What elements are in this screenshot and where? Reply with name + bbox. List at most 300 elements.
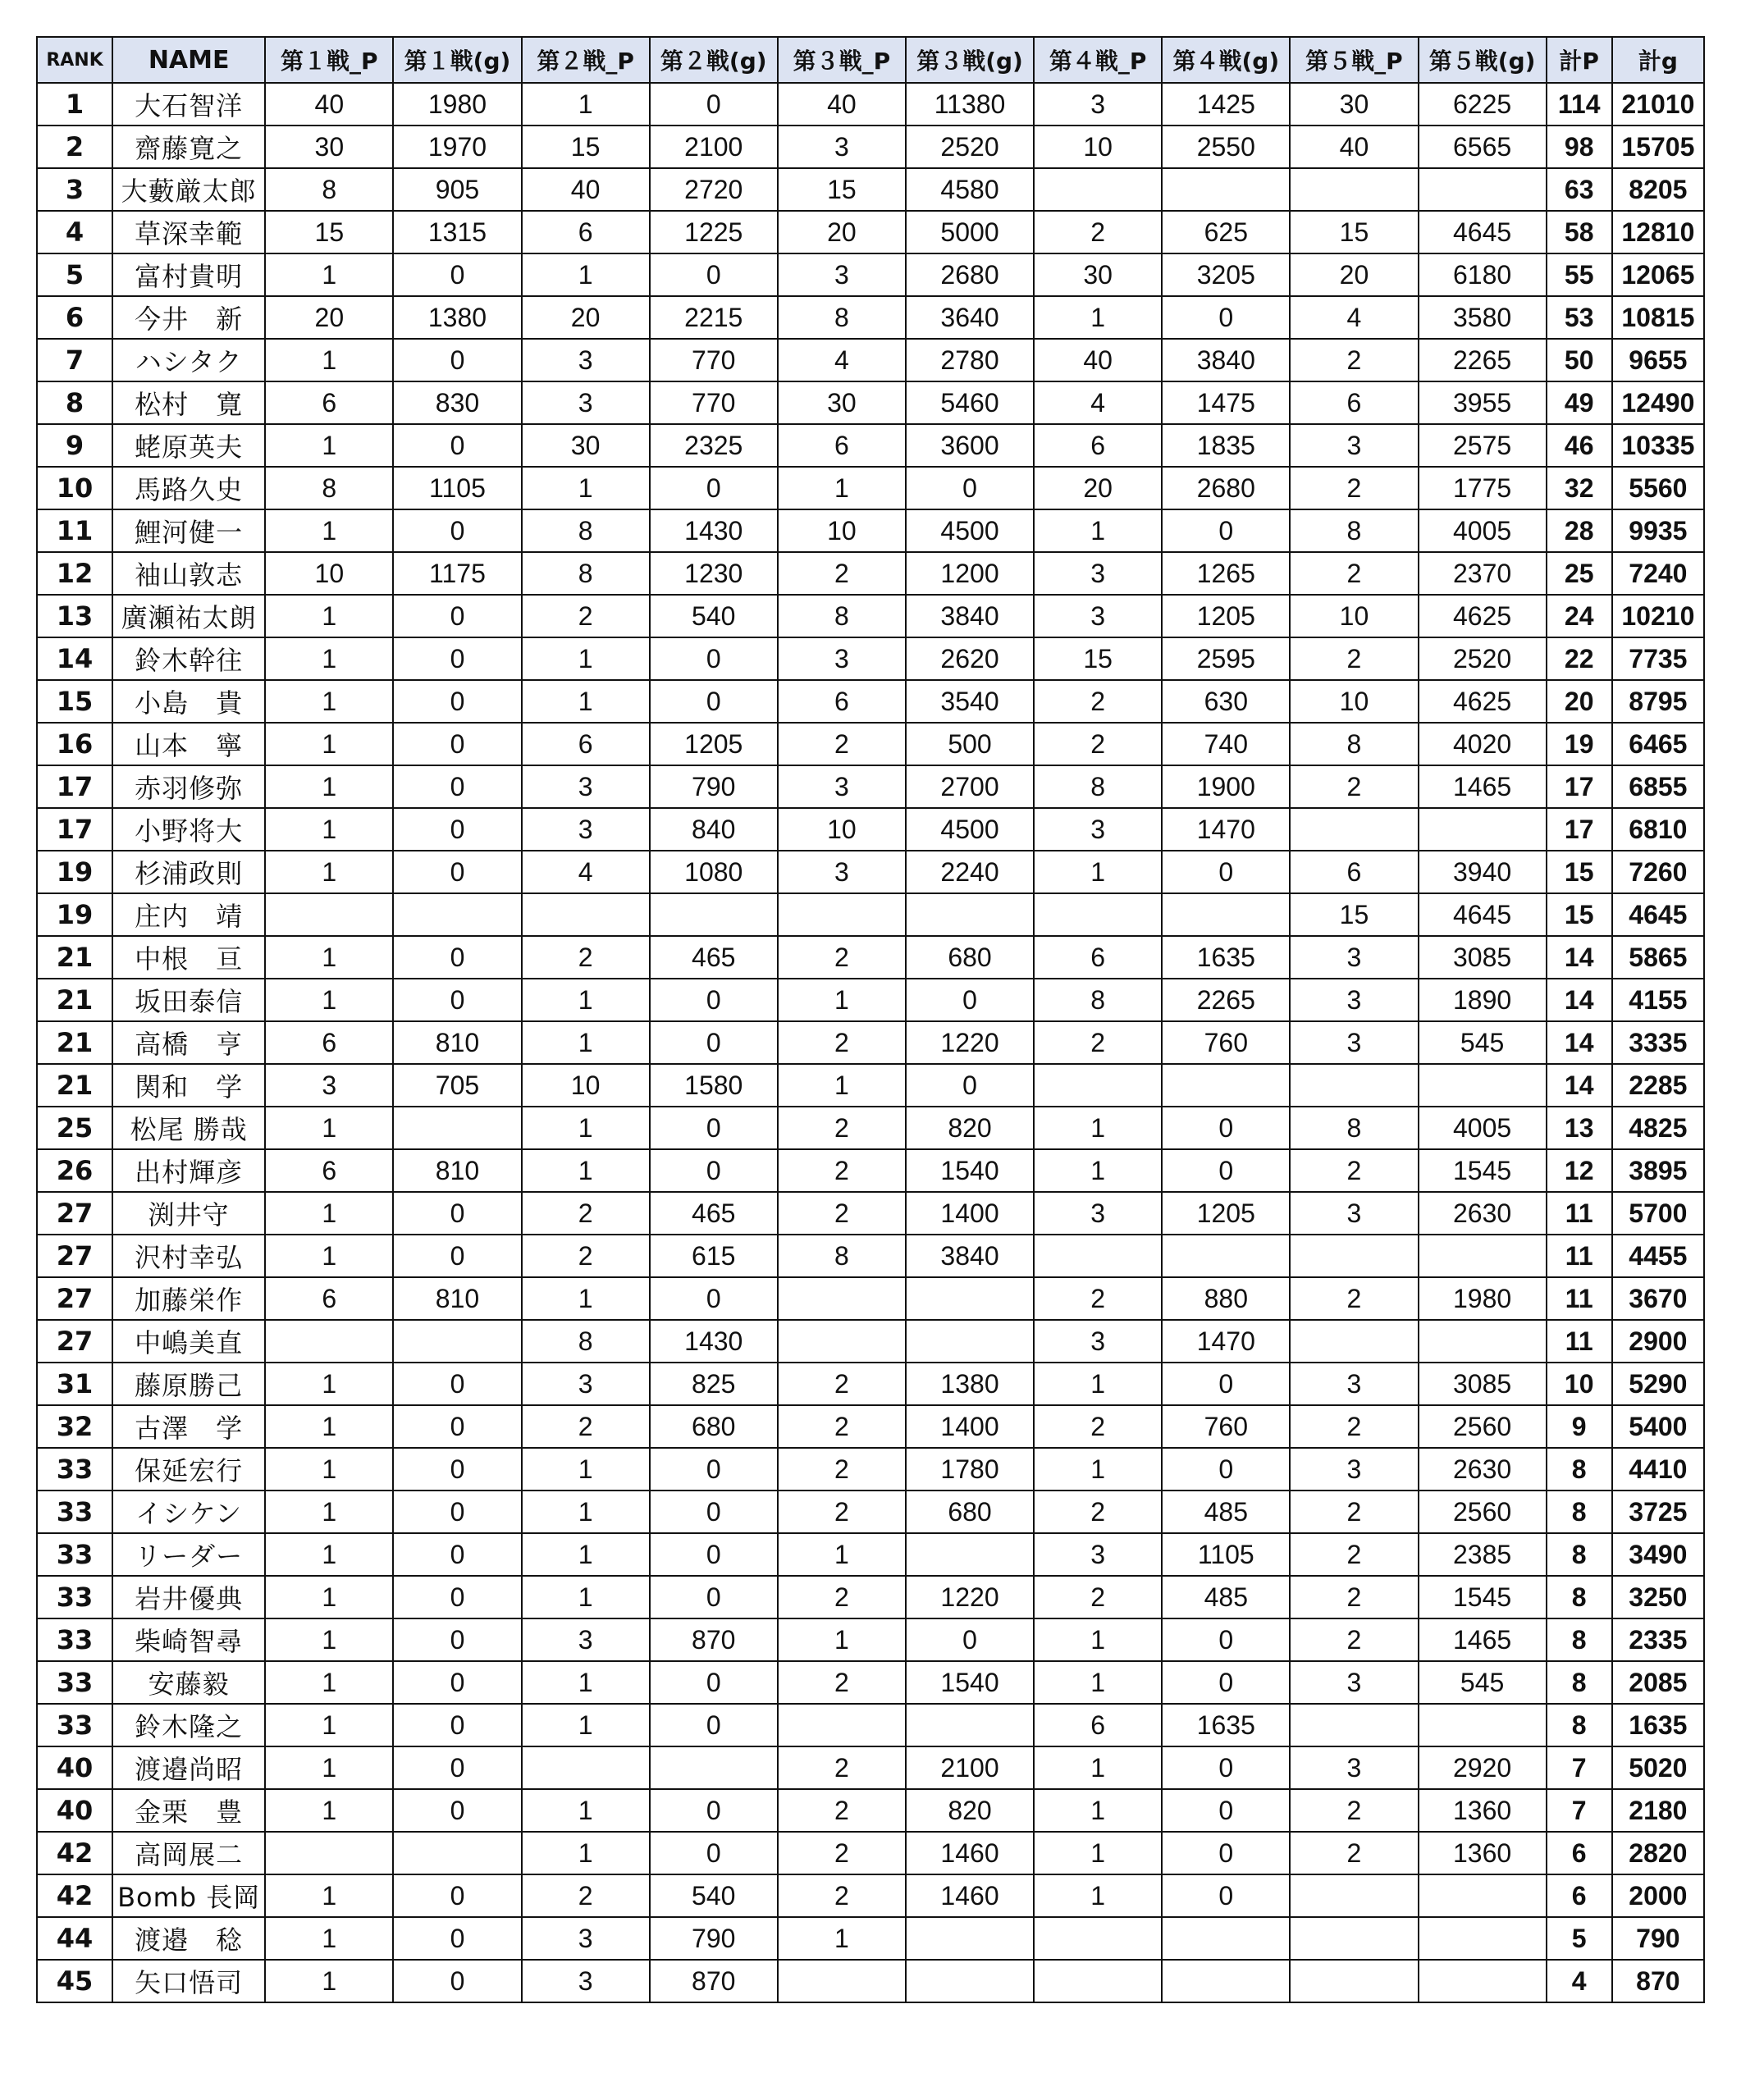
- cell-round1-grams: 0: [393, 1789, 521, 1832]
- cell-round1-grams: 1380: [393, 296, 521, 339]
- table-row: [37, 1917, 1704, 1960]
- cell-round1-grams: 0: [393, 253, 521, 296]
- cell-round2-points: 2: [522, 1405, 650, 1448]
- cell-round3-grams: 3540: [906, 680, 1034, 723]
- cell-round3-points: 3: [778, 765, 906, 808]
- cell-rank: 11: [37, 509, 112, 552]
- table-row: [37, 253, 1704, 296]
- cell-name: 安藤毅: [112, 1661, 265, 1704]
- cell-round4-grams: 1635: [1162, 936, 1290, 979]
- cell-round5-grams: 3940: [1419, 851, 1547, 893]
- cell-round5-points: 40: [1290, 126, 1418, 168]
- cell-round4-grams: 0: [1162, 1874, 1290, 1917]
- cell-round3-points: 8: [778, 1235, 906, 1277]
- cell-round5-points: 4: [1290, 296, 1418, 339]
- cell-total-points: 7: [1547, 1789, 1612, 1832]
- cell-round5-grams: 4645: [1419, 211, 1547, 253]
- cell-round1-grams: 0: [393, 339, 521, 381]
- cell-total-points: 14: [1547, 1064, 1612, 1107]
- cell-round1-grams: 0: [393, 723, 521, 765]
- cell-rank: 33: [37, 1491, 112, 1533]
- cell-total-grams: 790: [1612, 1917, 1704, 1960]
- cell-total-points: 8: [1547, 1661, 1612, 1704]
- cell-round3-points: [778, 1320, 906, 1363]
- cell-round2-points: 1: [522, 1832, 650, 1874]
- cell-total-points: 11: [1547, 1320, 1612, 1363]
- cell-total-points: 8: [1547, 1704, 1612, 1746]
- cell-round1-grams: 830: [393, 381, 521, 424]
- cell-round5-grams: 1545: [1419, 1149, 1547, 1192]
- cell-round2-points: 6: [522, 723, 650, 765]
- cell-round1-grams: 0: [393, 936, 521, 979]
- cell-round1-points: [265, 893, 393, 936]
- cell-round3-grams: 4500: [906, 509, 1034, 552]
- cell-total-points: 114: [1547, 83, 1612, 126]
- cell-round1-points: 6: [265, 1149, 393, 1192]
- cell-total-points: 19: [1547, 723, 1612, 765]
- cell-round5-grams: 1465: [1419, 1618, 1547, 1661]
- cell-round4-points: 1: [1034, 1107, 1162, 1149]
- cell-round1-points: 1: [265, 1107, 393, 1149]
- cell-round1-grams: 810: [393, 1149, 521, 1192]
- cell-round1-points: 1: [265, 1491, 393, 1533]
- cell-round5-grams: 2630: [1419, 1192, 1547, 1235]
- cell-round3-grams: 5000: [906, 211, 1034, 253]
- cell-total-grams: 4155: [1612, 979, 1704, 1021]
- cell-round3-points: 2: [778, 1661, 906, 1704]
- cell-round2-grams: 0: [650, 1832, 778, 1874]
- cell-total-grams: 2820: [1612, 1832, 1704, 1874]
- cell-round2-grams: 770: [650, 381, 778, 424]
- cell-round1-points: 1: [265, 1192, 393, 1235]
- cell-total-points: 13: [1547, 1107, 1612, 1149]
- cell-round5-grams: 545: [1419, 1021, 1547, 1064]
- cell-round1-points: [265, 1832, 393, 1874]
- cell-total-points: 14: [1547, 936, 1612, 979]
- cell-round4-grams: 2265: [1162, 979, 1290, 1021]
- cell-round4-points: 6: [1034, 1704, 1162, 1746]
- table-row: [37, 851, 1704, 893]
- cell-round4-points: 2: [1034, 1491, 1162, 1533]
- cell-round4-grams: 2550: [1162, 126, 1290, 168]
- cell-round2-grams: 0: [650, 1491, 778, 1533]
- cell-total-grams: 4410: [1612, 1448, 1704, 1491]
- cell-round1-grams: 0: [393, 637, 521, 680]
- cell-round2-grams: 840: [650, 808, 778, 851]
- cell-round2-grams: 870: [650, 1618, 778, 1661]
- table-row: [37, 1533, 1704, 1576]
- cell-round4-points: 1: [1034, 1149, 1162, 1192]
- cell-round1-grams: 1175: [393, 552, 521, 595]
- table-row: [37, 509, 1704, 552]
- cell-round1-grams: 0: [393, 680, 521, 723]
- cell-rank: 33: [37, 1704, 112, 1746]
- cell-round3-points: 2: [778, 723, 906, 765]
- cell-round3-points: 2: [778, 1491, 906, 1533]
- cell-round3-points: 8: [778, 296, 906, 339]
- cell-name: 坂田泰信: [112, 979, 265, 1021]
- cell-round3-grams: 3640: [906, 296, 1034, 339]
- cell-total-points: 14: [1547, 1021, 1612, 1064]
- cell-total-points: 8: [1547, 1448, 1612, 1491]
- cell-round1-grams: 0: [393, 1192, 521, 1235]
- cell-round2-points: 1: [522, 253, 650, 296]
- cell-round4-points: 1: [1034, 509, 1162, 552]
- table-row: [37, 1661, 1704, 1704]
- cell-round4-grams: 630: [1162, 680, 1290, 723]
- cell-round5-points: 8: [1290, 1107, 1418, 1149]
- cell-round1-points: 1: [265, 1363, 393, 1405]
- cell-round3-grams: [906, 1533, 1034, 1576]
- table-row: [37, 1704, 1704, 1746]
- cell-total-grams: 4645: [1612, 893, 1704, 936]
- cell-round4-grams: 0: [1162, 1832, 1290, 1874]
- cell-round2-grams: 1225: [650, 211, 778, 253]
- cell-round2-points: 6: [522, 211, 650, 253]
- table-row: [37, 1491, 1704, 1533]
- cell-round3-points: 6: [778, 680, 906, 723]
- cell-round5-grams: 2560: [1419, 1405, 1547, 1448]
- cell-round2-points: 3: [522, 1917, 650, 1960]
- cell-round3-points: 1: [778, 467, 906, 509]
- cell-round5-points: [1290, 1235, 1418, 1277]
- cell-round4-grams: [1162, 1960, 1290, 2002]
- cell-round3-grams: [906, 1320, 1034, 1363]
- cell-round4-grams: 1900: [1162, 765, 1290, 808]
- cell-round4-grams: [1162, 1917, 1290, 1960]
- cell-total-points: 11: [1547, 1192, 1612, 1235]
- cell-round5-grams: 2575: [1419, 424, 1547, 467]
- cell-round1-points: 1: [265, 1661, 393, 1704]
- cell-round5-points: 3: [1290, 936, 1418, 979]
- cell-round4-grams: 1475: [1162, 381, 1290, 424]
- table-row: [37, 936, 1704, 979]
- cell-round2-points: 1: [522, 1661, 650, 1704]
- cell-round5-points: 2: [1290, 1277, 1418, 1320]
- cell-round2-points: 1: [522, 83, 650, 126]
- cell-round5-grams: 4625: [1419, 680, 1547, 723]
- table-row: [37, 1618, 1704, 1661]
- cell-rank: 17: [37, 765, 112, 808]
- cell-round5-grams: 2370: [1419, 552, 1547, 595]
- cell-rank: 40: [37, 1789, 112, 1832]
- table-row: [37, 126, 1704, 168]
- cell-round5-points: 6: [1290, 381, 1418, 424]
- cell-round2-grams: 2325: [650, 424, 778, 467]
- cell-round4-points: 2: [1034, 1576, 1162, 1618]
- cell-round1-points: 1: [265, 595, 393, 637]
- cell-round1-points: 1: [265, 1448, 393, 1491]
- cell-round4-points: 10: [1034, 126, 1162, 168]
- cell-name: 小野将大: [112, 808, 265, 851]
- cell-round3-grams: 4500: [906, 808, 1034, 851]
- cell-round2-points: 1: [522, 1576, 650, 1618]
- cell-total-grams: 9655: [1612, 339, 1704, 381]
- table-row: [37, 1832, 1704, 1874]
- cell-name: 渡邉尚昭: [112, 1746, 265, 1789]
- cell-round5-grams: [1419, 168, 1547, 211]
- table-row: [37, 1064, 1704, 1107]
- table-row: [37, 1960, 1704, 2002]
- cell-round2-grams: 1430: [650, 509, 778, 552]
- cell-round3-points: 1: [778, 979, 906, 1021]
- cell-round3-grams: 820: [906, 1107, 1034, 1149]
- cell-round2-grams: 790: [650, 765, 778, 808]
- cell-total-grams: 10210: [1612, 595, 1704, 637]
- table-row: [37, 1789, 1704, 1832]
- cell-name: 出村輝彦: [112, 1149, 265, 1192]
- cell-rank: 33: [37, 1533, 112, 1576]
- cell-total-grams: 3670: [1612, 1277, 1704, 1320]
- cell-round3-points: 15: [778, 168, 906, 211]
- cell-name: 鯉河健一: [112, 509, 265, 552]
- cell-round4-points: 1: [1034, 1618, 1162, 1661]
- header-round5-grams: 第５戦(g): [1419, 37, 1547, 83]
- cell-round5-grams: 2920: [1419, 1746, 1547, 1789]
- table-row: [37, 467, 1704, 509]
- cell-rank: 7: [37, 339, 112, 381]
- cell-round2-points: 1: [522, 1448, 650, 1491]
- cell-round2-points: 3: [522, 1363, 650, 1405]
- cell-round3-grams: [906, 1917, 1034, 1960]
- cell-round3-points: 2: [778, 1021, 906, 1064]
- cell-round5-points: 3: [1290, 1746, 1418, 1789]
- cell-round4-grams: 1205: [1162, 1192, 1290, 1235]
- cell-round2-grams: 0: [650, 253, 778, 296]
- table-row: [37, 1192, 1704, 1235]
- cell-round1-grams: 0: [393, 1618, 521, 1661]
- cell-total-grams: 3490: [1612, 1533, 1704, 1576]
- cell-round3-grams: 3840: [906, 1235, 1034, 1277]
- table-row: [37, 1107, 1704, 1149]
- cell-round2-points: 2: [522, 595, 650, 637]
- cell-round3-grams: 0: [906, 1064, 1034, 1107]
- cell-name: 高橋 亨: [112, 1021, 265, 1064]
- cell-round5-points: 10: [1290, 595, 1418, 637]
- cell-round5-points: 2: [1290, 552, 1418, 595]
- cell-round3-grams: 0: [906, 979, 1034, 1021]
- cell-round3-points: [778, 1704, 906, 1746]
- cell-round3-grams: 1540: [906, 1149, 1034, 1192]
- cell-round4-points: [1034, 1064, 1162, 1107]
- cell-round2-points: 1: [522, 1704, 650, 1746]
- cell-round4-grams: 1425: [1162, 83, 1290, 126]
- cell-round2-grams: [650, 893, 778, 936]
- cell-round3-grams: 1460: [906, 1832, 1034, 1874]
- cell-round5-points: [1290, 1064, 1418, 1107]
- cell-round5-grams: 4625: [1419, 595, 1547, 637]
- cell-round1-points: 1: [265, 1235, 393, 1277]
- cell-round3-grams: 0: [906, 1618, 1034, 1661]
- table-row: [37, 680, 1704, 723]
- cell-round5-grams: [1419, 1704, 1547, 1746]
- table-body: [37, 83, 1704, 2002]
- table-row: [37, 1746, 1704, 1789]
- cell-round5-points: 3: [1290, 424, 1418, 467]
- cell-round2-points: 20: [522, 296, 650, 339]
- cell-round2-grams: 0: [650, 83, 778, 126]
- cell-round5-grams: 4005: [1419, 1107, 1547, 1149]
- cell-name: 赤羽修弥: [112, 765, 265, 808]
- cell-name: 富村貴明: [112, 253, 265, 296]
- cell-round5-points: [1290, 1704, 1418, 1746]
- cell-round4-points: 1: [1034, 1832, 1162, 1874]
- cell-rank: 15: [37, 680, 112, 723]
- cell-total-grams: 12810: [1612, 211, 1704, 253]
- cell-rank: 3: [37, 168, 112, 211]
- cell-round5-grams: [1419, 1064, 1547, 1107]
- cell-round1-grams: 0: [393, 424, 521, 467]
- cell-name: 齋藤寛之: [112, 126, 265, 168]
- cell-round3-grams: 1220: [906, 1576, 1034, 1618]
- cell-total-points: 4: [1547, 1960, 1612, 2002]
- cell-round2-grams: 1080: [650, 851, 778, 893]
- cell-round5-grams: [1419, 808, 1547, 851]
- cell-name: Bomb 長岡: [112, 1874, 265, 1917]
- cell-total-grams: 2900: [1612, 1320, 1704, 1363]
- cell-round4-points: 3: [1034, 552, 1162, 595]
- cell-round4-grams: 760: [1162, 1405, 1290, 1448]
- cell-name: 中嶋美直: [112, 1320, 265, 1363]
- cell-round5-points: 15: [1290, 211, 1418, 253]
- cell-round4-points: [1034, 168, 1162, 211]
- cell-total-points: 20: [1547, 680, 1612, 723]
- cell-round2-points: 1: [522, 1021, 650, 1064]
- header-round4-points: 第４戦_P: [1034, 37, 1162, 83]
- cell-total-grams: 7260: [1612, 851, 1704, 893]
- cell-round5-grams: 1360: [1419, 1832, 1547, 1874]
- cell-round3-grams: [906, 1704, 1034, 1746]
- cell-round2-grams: 2100: [650, 126, 778, 168]
- cell-round2-points: 1: [522, 979, 650, 1021]
- cell-round2-points: 2: [522, 936, 650, 979]
- cell-round2-points: 2: [522, 1874, 650, 1917]
- cell-total-points: 53: [1547, 296, 1612, 339]
- cell-round2-grams: [650, 1746, 778, 1789]
- cell-rank: 25: [37, 1107, 112, 1149]
- cell-total-points: 7: [1547, 1746, 1612, 1789]
- cell-round4-grams: 0: [1162, 1363, 1290, 1405]
- table-row: [37, 1235, 1704, 1277]
- cell-total-points: 49: [1547, 381, 1612, 424]
- table-row: [37, 168, 1704, 211]
- cell-round4-points: 1: [1034, 1746, 1162, 1789]
- cell-name: 保延宏行: [112, 1448, 265, 1491]
- cell-round3-points: 30: [778, 381, 906, 424]
- cell-name: 廣瀬祐太朗: [112, 595, 265, 637]
- cell-total-points: 11: [1547, 1277, 1612, 1320]
- cell-name: 高岡展二: [112, 1832, 265, 1874]
- cell-round1-points: 1: [265, 851, 393, 893]
- cell-round4-points: 2: [1034, 1277, 1162, 1320]
- cell-rank: 13: [37, 595, 112, 637]
- cell-round3-grams: 2700: [906, 765, 1034, 808]
- cell-round2-points: 3: [522, 765, 650, 808]
- cell-round1-points: 1: [265, 339, 393, 381]
- cell-round1-points: 1: [265, 1576, 393, 1618]
- cell-rank: 33: [37, 1448, 112, 1491]
- cell-round2-grams: 1580: [650, 1064, 778, 1107]
- cell-round3-grams: 1780: [906, 1448, 1034, 1491]
- cell-round5-grams: 1890: [1419, 979, 1547, 1021]
- cell-total-points: 58: [1547, 211, 1612, 253]
- cell-round5-points: 2: [1290, 467, 1418, 509]
- cell-total-grams: 4455: [1612, 1235, 1704, 1277]
- cell-rank: 40: [37, 1746, 112, 1789]
- cell-round5-grams: 6225: [1419, 83, 1547, 126]
- cell-round4-points: 1: [1034, 851, 1162, 893]
- cell-round1-grams: 0: [393, 1363, 521, 1405]
- cell-round1-grams: 0: [393, 765, 521, 808]
- cell-rank: 33: [37, 1618, 112, 1661]
- cell-round3-points: [778, 1277, 906, 1320]
- cell-round5-points: 3: [1290, 1661, 1418, 1704]
- cell-round5-points: [1290, 1960, 1418, 2002]
- cell-total-points: 12: [1547, 1149, 1612, 1192]
- cell-round3-grams: 500: [906, 723, 1034, 765]
- cell-total-grams: 1635: [1612, 1704, 1704, 1746]
- cell-rank: 8: [37, 381, 112, 424]
- cell-round5-points: [1290, 1320, 1418, 1363]
- cell-round1-grams: 810: [393, 1277, 521, 1320]
- cell-round3-grams: 3600: [906, 424, 1034, 467]
- cell-round4-points: 2: [1034, 680, 1162, 723]
- cell-round3-grams: 680: [906, 936, 1034, 979]
- cell-rank: 27: [37, 1192, 112, 1235]
- cell-round4-grams: [1162, 893, 1290, 936]
- cell-round3-points: 2: [778, 1789, 906, 1832]
- cell-round2-grams: 465: [650, 1192, 778, 1235]
- table-row: [37, 1576, 1704, 1618]
- cell-round4-grams: 1835: [1162, 424, 1290, 467]
- cell-round3-grams: 1460: [906, 1874, 1034, 1917]
- cell-round1-points: 1: [265, 808, 393, 851]
- cell-round4-points: 8: [1034, 765, 1162, 808]
- cell-round3-grams: [906, 1277, 1034, 1320]
- cell-name: 馬路久史: [112, 467, 265, 509]
- cell-total-grams: 6855: [1612, 765, 1704, 808]
- cell-total-points: 9: [1547, 1405, 1612, 1448]
- header-round3-grams: 第３戦(g): [906, 37, 1034, 83]
- cell-round3-points: 10: [778, 808, 906, 851]
- cell-name: リーダー: [112, 1533, 265, 1576]
- cell-round2-points: 1: [522, 680, 650, 723]
- cell-round4-points: [1034, 1917, 1162, 1960]
- cell-round4-grams: 1205: [1162, 595, 1290, 637]
- cell-rank: 21: [37, 936, 112, 979]
- cell-round2-grams: 0: [650, 1789, 778, 1832]
- cell-round4-grams: 2595: [1162, 637, 1290, 680]
- cell-total-grams: 5290: [1612, 1363, 1704, 1405]
- cell-round4-grams: 485: [1162, 1576, 1290, 1618]
- cell-name: 渡邉 稔: [112, 1917, 265, 1960]
- cell-round1-points: 1: [265, 1405, 393, 1448]
- cell-round5-points: 3: [1290, 979, 1418, 1021]
- ranking-table: [36, 36, 1705, 2003]
- cell-round3-points: 1: [778, 1618, 906, 1661]
- cell-round4-points: 3: [1034, 83, 1162, 126]
- cell-round3-grams: 2620: [906, 637, 1034, 680]
- cell-total-points: 10: [1547, 1363, 1612, 1405]
- header-row: [37, 37, 1704, 83]
- cell-round1-points: 1: [265, 1746, 393, 1789]
- cell-round3-points: 2: [778, 552, 906, 595]
- cell-total-grams: 4825: [1612, 1107, 1704, 1149]
- cell-name: ハシタク: [112, 339, 265, 381]
- cell-round1-points: 1: [265, 509, 393, 552]
- cell-round2-grams: 825: [650, 1363, 778, 1405]
- cell-round4-points: 4: [1034, 381, 1162, 424]
